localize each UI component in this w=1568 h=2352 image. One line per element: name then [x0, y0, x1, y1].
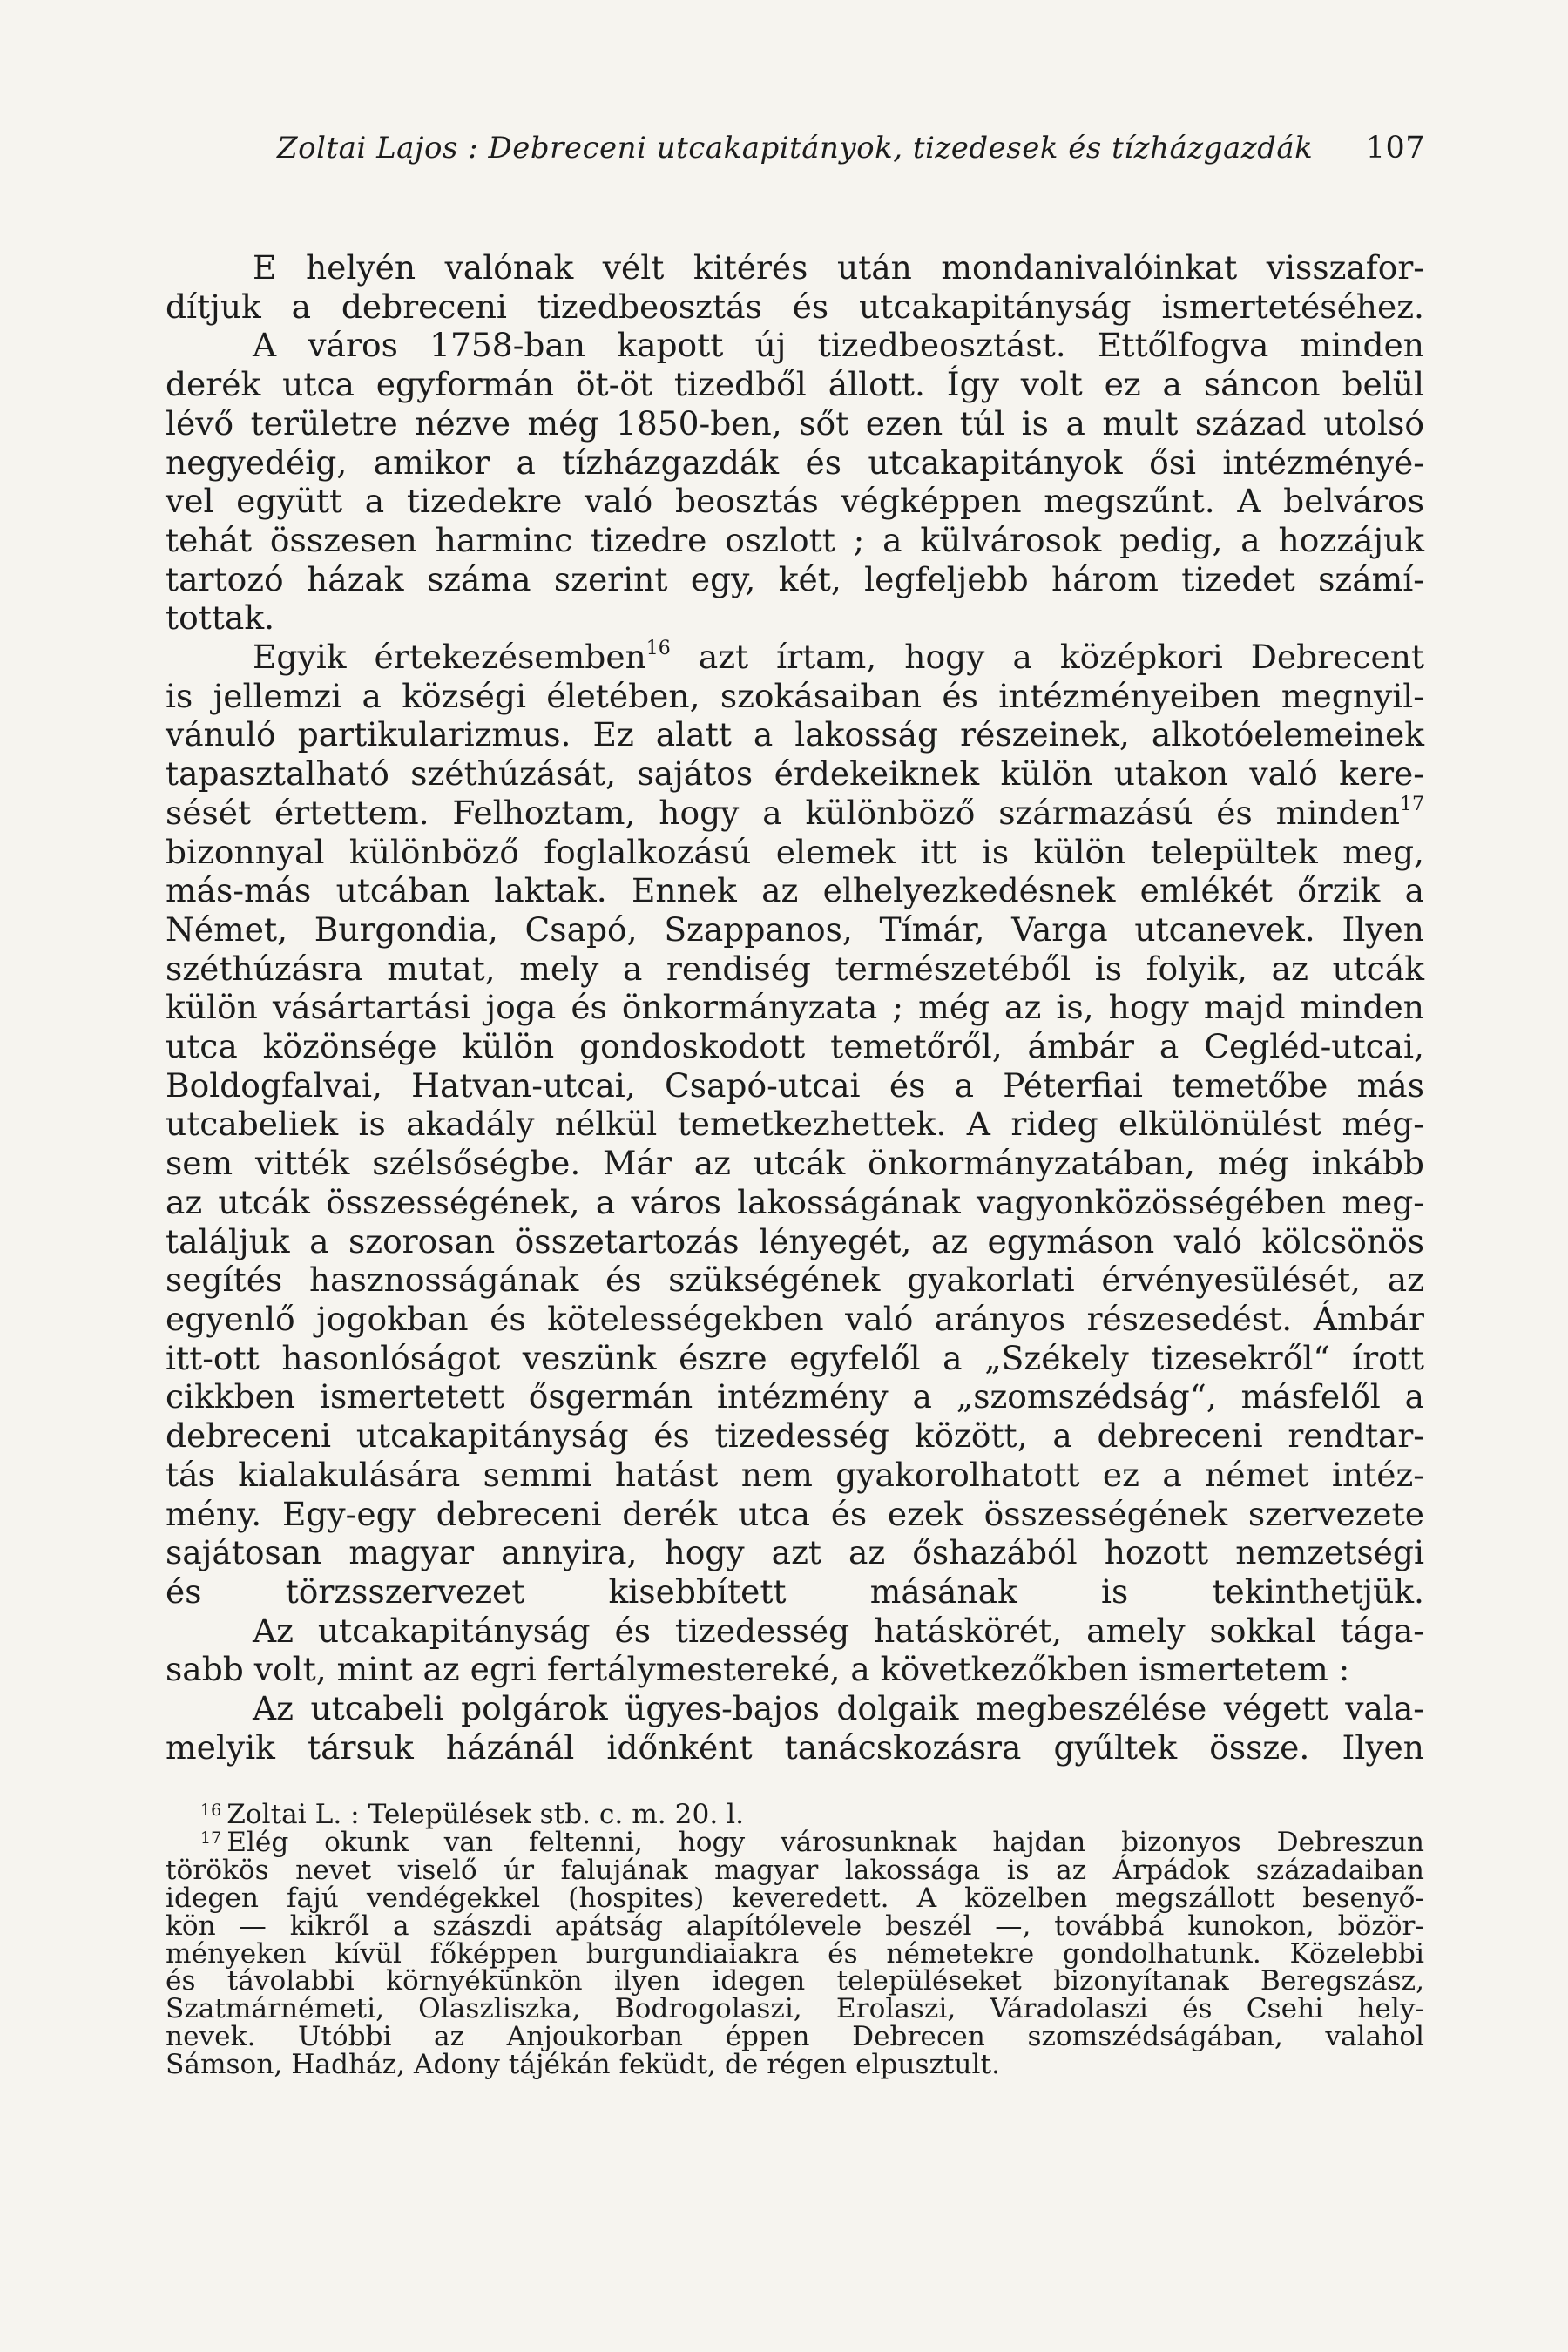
text-line: tottak.	[166, 598, 275, 638]
text-line: tehát összesen harminc tizedre oszlott ; a külvárosok pedig, a hozzájuk	[166, 520, 1424, 559]
text-line: sabb volt, mint az egri fertálymestereké, a következőkben ismertetem :	[166, 1650, 1350, 1689]
footnote-ref-17: 17	[1400, 793, 1424, 815]
text-line: sem vitték szélsőségbe. Már az utcák önkormányzatában, még inkább	[166, 1144, 1424, 1183]
text-line: E helyén valónak vélt kitérés után mondanivalóinkat visszafor-	[253, 248, 1424, 287]
text-line: széthúzásra mutat, mely a rendiség természetéből is folyik, az utcák	[166, 949, 1424, 988]
text-line: külön vásártartási joga és önkormányzata ; még az is, hogy majd minden	[166, 988, 1424, 1027]
text-line: Boldogfalvai, Hatvan-utcai, Csapó-utcai és a Péterfiai temetőbe más	[166, 1065, 1424, 1105]
footnotes	[166, 1801, 1424, 2079]
text-line: Német, Burgondia, Csapó, Szappanos, Tímár, Varga utcanevek. Ilyen	[166, 909, 1424, 949]
text-line: debreceni utcakapitányság és tizedesség között, a debreceni rendtar-	[166, 1416, 1424, 1456]
text-fragment: sését értettem. Felhoztam, hogy a különböző származású és minden	[166, 793, 1400, 832]
footnote-line: kön — kikről a szászdi apátság alapítólevele beszél —, továbbá kunokon, bözör-	[166, 1909, 1424, 1942]
text-fragment: Egyik értekezésemben	[253, 638, 646, 677]
footnote-line: ményeken kívül főképpen burgundiaiakra és németekre gondolhatunk. Közelebbi	[166, 1937, 1424, 1970]
running-head	[277, 131, 1425, 166]
text-line: negyedéig, amikor a tízházgazdák és utcakapitányok ősi intézményé-	[166, 443, 1424, 482]
text-line: és törzsszervezet kisebbített másának is tekinthetjük.	[166, 1571, 1424, 1611]
text-line: más-más utcában laktak. Ennek az elhelyezkedésnek emlékét őrzik a	[166, 871, 1424, 910]
text-line: itt-ott hasonlóságot veszünk észre egyfelől a „Székely tizesekről“ írott	[166, 1338, 1424, 1377]
text-line: találjuk a szorosan összetartozás lényegét, az egymáson való kölcsönös	[166, 1221, 1424, 1260]
text-line: melyik társuk házánál időnként tanácskozásra gyűltek össze. Ilyen	[166, 1727, 1424, 1767]
text-line: bizonnyal különböző foglalkozású elemek itt is külön települtek meg,	[166, 832, 1424, 871]
text-line: tás kialakulására semmi hatást nem gyakorolhatott ez a német intéz-	[166, 1455, 1424, 1494]
footnote-text: Elég okunk van feltenni, hogy városunknak hajdan bizonyos Debreszun	[226, 1826, 1424, 1858]
text-line: Az utcabeli polgárok ügyes-bajos dolgaik megbeszélése végett vala-	[253, 1689, 1424, 1728]
text-line: egyenlő jogokban és kötelességekben való arányos részesedést. Ámbár	[166, 1299, 1424, 1338]
text-line: vel együtt a tizedekre való beosztás végképpen megszűnt. A belváros	[166, 482, 1424, 521]
text-line: sajátosan magyar annyira, hogy azt az őshazából hozott nemzetségi	[166, 1533, 1424, 1572]
footnote-17	[166, 1826, 1424, 1858]
text-line-with-footnote-ref	[166, 638, 1424, 677]
text-fragment: azt írtam, hogy a középkori Debrecent	[698, 638, 1424, 677]
footnote-number: 16	[200, 1801, 222, 1820]
footnote-line: idegen fajú vendégekkel (hospites) keveredett. A közelben megszállott besenyő-	[166, 1882, 1424, 1914]
text-line: A város 1758-ban kapott új tizedbeosztást. Ettőlfogva minden	[253, 326, 1424, 365]
text-line: tartozó házak száma szerint egy, két, legfeljebb három tizedet számí-	[166, 559, 1424, 598]
text-line: az utcák összességének, a város lakosságának vagyonközösségében meg-	[166, 1182, 1424, 1221]
text-line: lévő területre nézve még 1850-ben, sőt ezen túl is a mult század utolsó	[166, 403, 1424, 443]
page-number: 107	[1365, 131, 1425, 166]
footnote-line: Szatmárnémeti, Olaszliszka, Bodrogolaszi, Erolaszi, Váradolaszi és Csehi hely-	[166, 1993, 1424, 2025]
footnote-16	[166, 1801, 1424, 1829]
footnote-number: 17	[200, 1828, 222, 1848]
text-line: dítjuk a debreceni tizedbeosztás és utcakapitányság ismertetéséhez.	[166, 287, 1424, 326]
text-line: utcabeliek is akadály nélkül temetkezhettek. A rideg elkülönülést még-	[166, 1105, 1424, 1144]
footnote-line: és távolabbi környékünkön ilyen idegen településeket bizonyítanak Beregszász,	[166, 1965, 1424, 1997]
footnote-text: Zoltai L. : Települések stb. c. m. 20. l.	[226, 1799, 745, 1830]
text-line: derék utca egyformán öt-öt tizedből állott. Így volt ez a sáncon belül	[166, 365, 1424, 404]
text-line: tapasztalható széthúzását, sajátos érdekeiknek külön utakon való kere-	[166, 754, 1424, 794]
text-line: segítés hasznosságának és szükségének gyakorlati érvényesülését, az	[166, 1260, 1424, 1300]
running-head-title: Zoltai Lajos : Debreceni utcakapitányok, tizedesek és tízházgazdák	[277, 131, 1314, 166]
body-text	[166, 248, 1424, 1767]
text-line: Az utcakapitányság és tizedesség hatáskörét, amely sokkal tága-	[253, 1611, 1424, 1650]
text-line-with-footnote-ref	[166, 794, 1424, 833]
text-line: vánuló partikularizmus. Ez alatt a lakosság részeinek, alkotóelemeinek	[166, 715, 1424, 754]
footnote-line: Sámson, Hadház, Adony tájékán feküdt, de régen elpusztult.	[166, 2049, 1000, 2081]
footnote-line: nevek. Utóbbi az Anjoukorban éppen Debrecen szomszédságában, valahol	[166, 2021, 1424, 2053]
footnote-line: törökös nevet viselő úr falujának magyar lakossága is az Árpádok századaiban	[166, 1854, 1424, 1886]
text-line: mény. Egy-egy debreceni derék utca és ezek összességének szervezete	[166, 1494, 1424, 1533]
footnote-ref-16: 16	[645, 638, 671, 660]
text-line: cikkben ismertetett ősgermán intézmény a „szomszédság“, másfelől a	[166, 1377, 1424, 1416]
text-line: utca közönsége külön gondoskodott temetőről, ámbár a Cegléd-utcai,	[166, 1027, 1424, 1066]
text-line: is jellemzi a községi életében, szokásaiban és intézményeiben megnyil-	[166, 676, 1424, 715]
